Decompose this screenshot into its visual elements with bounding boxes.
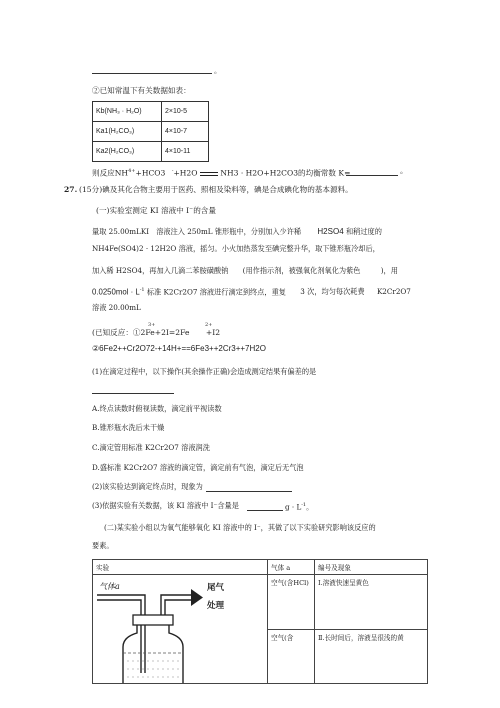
eq-products: NH3 · H2O+H2CO3 (220, 168, 299, 178)
procedure-line (92, 227, 382, 236)
apparatus-cell (93, 575, 268, 684)
constant-value: 4×10-11 (162, 142, 209, 162)
table-row (93, 560, 428, 575)
subquestion-text: (3)依据实验有关数据，该 KI 溶液中 I⁻含量是 (92, 501, 239, 510)
constant-name: Ka2(H₂CO₃) (93, 142, 162, 162)
table-header: 编号及现象 (315, 560, 428, 575)
reaction-text: +I2 (205, 328, 221, 337)
subquestion-2: (2)该实验达到滴定终点时，现象为 (92, 482, 203, 491)
part2-intro-cont: 要素。 (92, 541, 114, 550)
answer-blank-3[interactable] (247, 510, 283, 511)
procedure-line: 溶液 20.00mL (92, 303, 141, 312)
table-header: 实验 (93, 560, 268, 575)
reaction-1 (92, 328, 220, 338)
procedure-text: 0.0250mol · L (92, 287, 140, 297)
unit-sup: -1 (301, 502, 307, 508)
answer-blank-1[interactable] (92, 393, 174, 394)
table-row (93, 122, 209, 142)
table-row (93, 142, 209, 162)
procedure-line (92, 266, 398, 275)
constant-value: 4×10-7 (162, 122, 209, 142)
procedure-text: 加入稀 H2SO4，再加入几滴二苯胺磺酸钠 (92, 266, 229, 275)
answer-blank-top[interactable] (92, 73, 212, 74)
eq-sup: + (131, 168, 136, 174)
part2-intro: (二)某实验小组以为氧气能够氧化 KI 溶液中的 I⁻，其做了以下实验研究影响该反应的 (104, 523, 376, 532)
procedure-text: (用作指示剂，被强氧化剂氧化为紫色 (242, 266, 361, 275)
eq-prefix: 则反应NH (92, 168, 129, 178)
eq-mid: +HCO3 (135, 168, 166, 178)
tail-gas-label: 处理 (207, 601, 225, 611)
formula: K2Cr2O7 (376, 287, 411, 297)
constant-name: Kb(NH₃ · H₂O) (93, 102, 162, 122)
procedure-text: 标准 K2Cr2O7 溶液进行滴定到终点，重复 (146, 287, 286, 297)
procedure-text: )，用 (380, 266, 398, 275)
period-mark: 。 (214, 66, 222, 75)
period-mark: 。 (306, 502, 314, 512)
procedure-text: 量取 25.00mLKI 溶液注入 250mL 锥形瓶中，分别加入少许稀 (92, 227, 302, 236)
procedure-text: 3 次，均匀每次耗费 (300, 287, 365, 297)
procedure-line: NH4Fe(SO4)2 · 12H2O 溶液，摇匀。小火加热蒸发至碘完整升华，取下锥形瓶冷却后， (92, 244, 380, 253)
gas-cell: 空气(含HCl) (268, 575, 315, 630)
question-number: 27. (64, 185, 78, 194)
gas-inlet-label: 气体a (99, 582, 120, 591)
experiment-table (92, 559, 428, 684)
answer-blank-k[interactable] (346, 175, 398, 176)
equilibrium-question (92, 166, 350, 179)
reaction-text: (已知反应：①2Fe+2I=2Fe (92, 328, 190, 337)
option-c: C.滴定管用标准 K2Cr2O7 溶液润洗 (92, 443, 210, 452)
reaction-sup: 2+ (205, 322, 213, 328)
constant-value: 2×10-5 (162, 102, 209, 122)
constants-table (92, 101, 209, 162)
period-mark: 。 (400, 166, 408, 175)
tail-gas-label: 尾气 (207, 583, 225, 593)
option-b: B.锥形瓶水洗后未干燥 (92, 423, 165, 432)
unit-label: g · L (285, 502, 302, 512)
table-header: 气体 a (268, 560, 315, 575)
reaction-2: ②6Fe2++Cr2O72-+14H+==6Fe3++2Cr3++7H2O (92, 344, 266, 353)
unit-text (285, 501, 313, 511)
table-row (93, 102, 209, 122)
subquestion-1: (1)在滴定过程中，以下操作(其余操作正确)会造成测定结果有偏差的是 (92, 367, 317, 376)
subquestion-3 (92, 501, 239, 510)
constant-name: Ka1(H₂CO₃) (93, 122, 162, 142)
procedure-line (92, 286, 411, 296)
eq-suffix: 的均衡常数 K= (298, 168, 351, 178)
part1-title: (一)实验室测定 KI 溶液中 I⁻的含量 (96, 206, 216, 215)
result-cell: Ⅰ.溶液快速呈黄色 (315, 575, 428, 630)
option-a: A.终点读数时俯视读数，滴定前平视读数 (92, 404, 222, 413)
known-data-title: ②已知常温下有关数据如表： (92, 86, 191, 95)
equilibrium-arrow-icon (200, 171, 218, 177)
table-row (93, 575, 428, 630)
formula: H2SO4 (317, 227, 344, 236)
eq-sup: 4 (128, 168, 132, 174)
option-d: D.盛标准 K2Cr2O7 溶液的滴定管，滴定前有气泡，滴定后无气泡 (92, 463, 304, 472)
eq-sup: - (171, 168, 174, 174)
eq-mid: +H2O (173, 168, 198, 178)
result-cell: Ⅱ.长时间后，溶液呈很浅的黄 (315, 629, 428, 684)
answer-blank-2[interactable] (206, 491, 292, 492)
reaction-sup: 3+ (148, 322, 156, 328)
gas-cell: 空气(含 (268, 629, 315, 684)
question-intro: (15分)碘及其化合物主要用于医药、照相及染料等，碘是合成碘化物的基本源料。 (79, 185, 353, 194)
unit-sup: -1 (139, 287, 145, 293)
procedure-text: 和稍过度的 (345, 227, 382, 236)
